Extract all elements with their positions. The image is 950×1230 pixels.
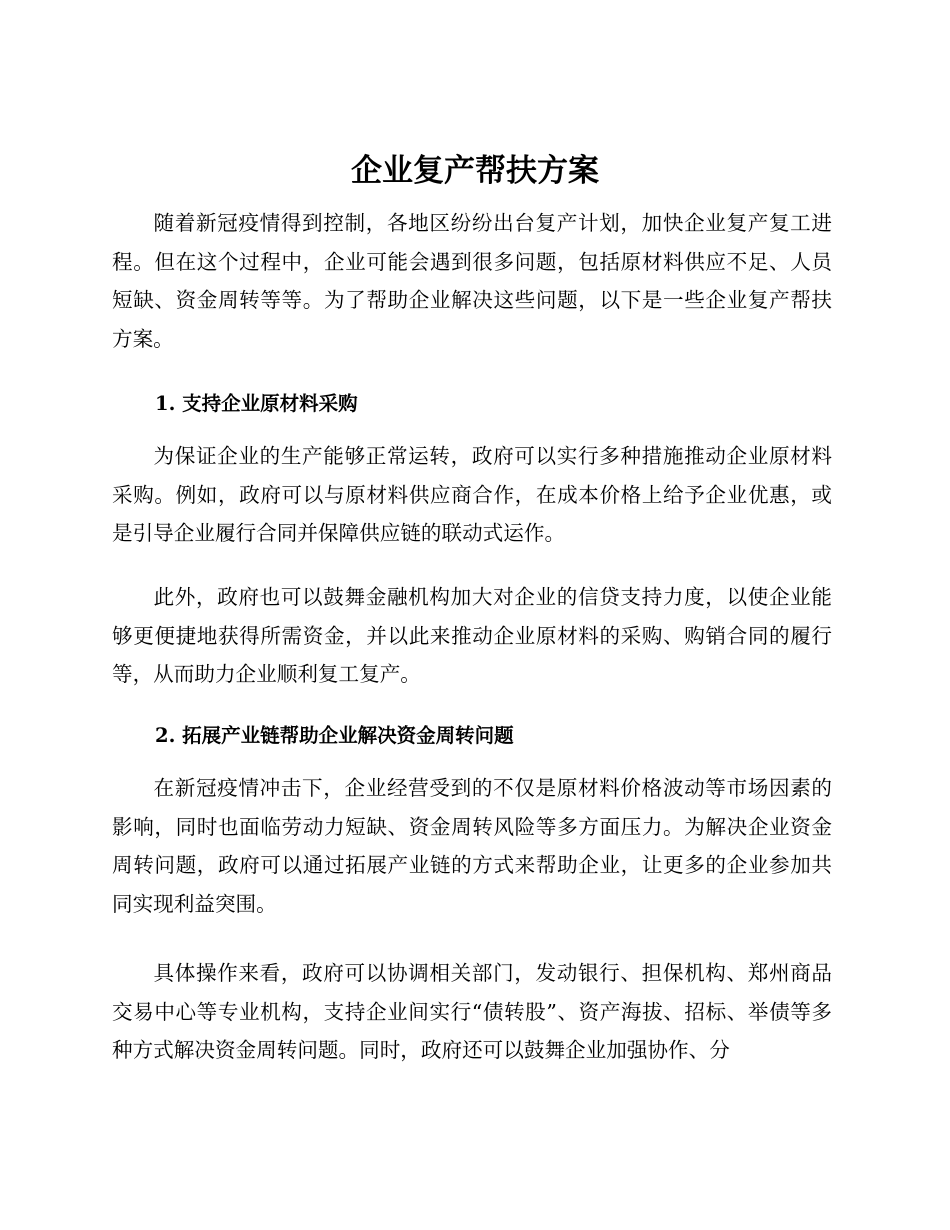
- section-1-paragraph-2: 此外，政府也可以鼓舞金融机构加大对企业的信贷支持力度，以使企业能够更便捷地获得所需资金，并以此来推动企业原材料的采购、购销合同的履行等，从而助力企业顺利复工复产。: [112, 585, 832, 686]
- section-heading-1: 1. 支持企业原材料采购: [155, 392, 358, 415]
- section-2-paragraph-1: 在新冠疫情冲击下，企业经营受到的不仅是原材料价格波动等市场因素的影响，同时也面临劳动力短缺、资金周转风险等多方面压力。为解决企业资金周转问题，政府可以通过拓展产业链的方式来帮助企业，让更多的企业参加共同实现利益突围。: [112, 776, 832, 916]
- intro-paragraph: 随着新冠疫情得到控制，各地区纷纷出台复产计划，加快企业复产复工进程。但在这个过程中，企业可能会遇到很多问题，包括原材料供应不足、人员短缺、资金周转等等。为了帮助企业解决这些问题，以下是一些企业复产帮扶方案。: [112, 211, 832, 351]
- document-title: 企业复产帮扶方案: [351, 153, 599, 189]
- section-heading-2: 2. 拓展产业链帮助企业解决资金周转问题: [155, 724, 514, 747]
- section-1-paragraph-1: 为保证企业的生产能够正常运转，政府可以实行多种措施推动企业原材料采购。例如，政府可以与原材料供应商合作，在成本价格上给予企业优惠，或是引导企业履行合同并保障供应链的联动式运作。: [112, 444, 832, 545]
- section-2-paragraph-2: 具体操作来看，政府可以协调相关部门，发动银行、担保机构、郑州商品交易中心等专业机构，支持企业间实行“债转股”、资产海拔、招标、举债等多种方式解决资金周转问题。同时，政府还可以鼓舞企业加强协作、分: [112, 961, 832, 1062]
